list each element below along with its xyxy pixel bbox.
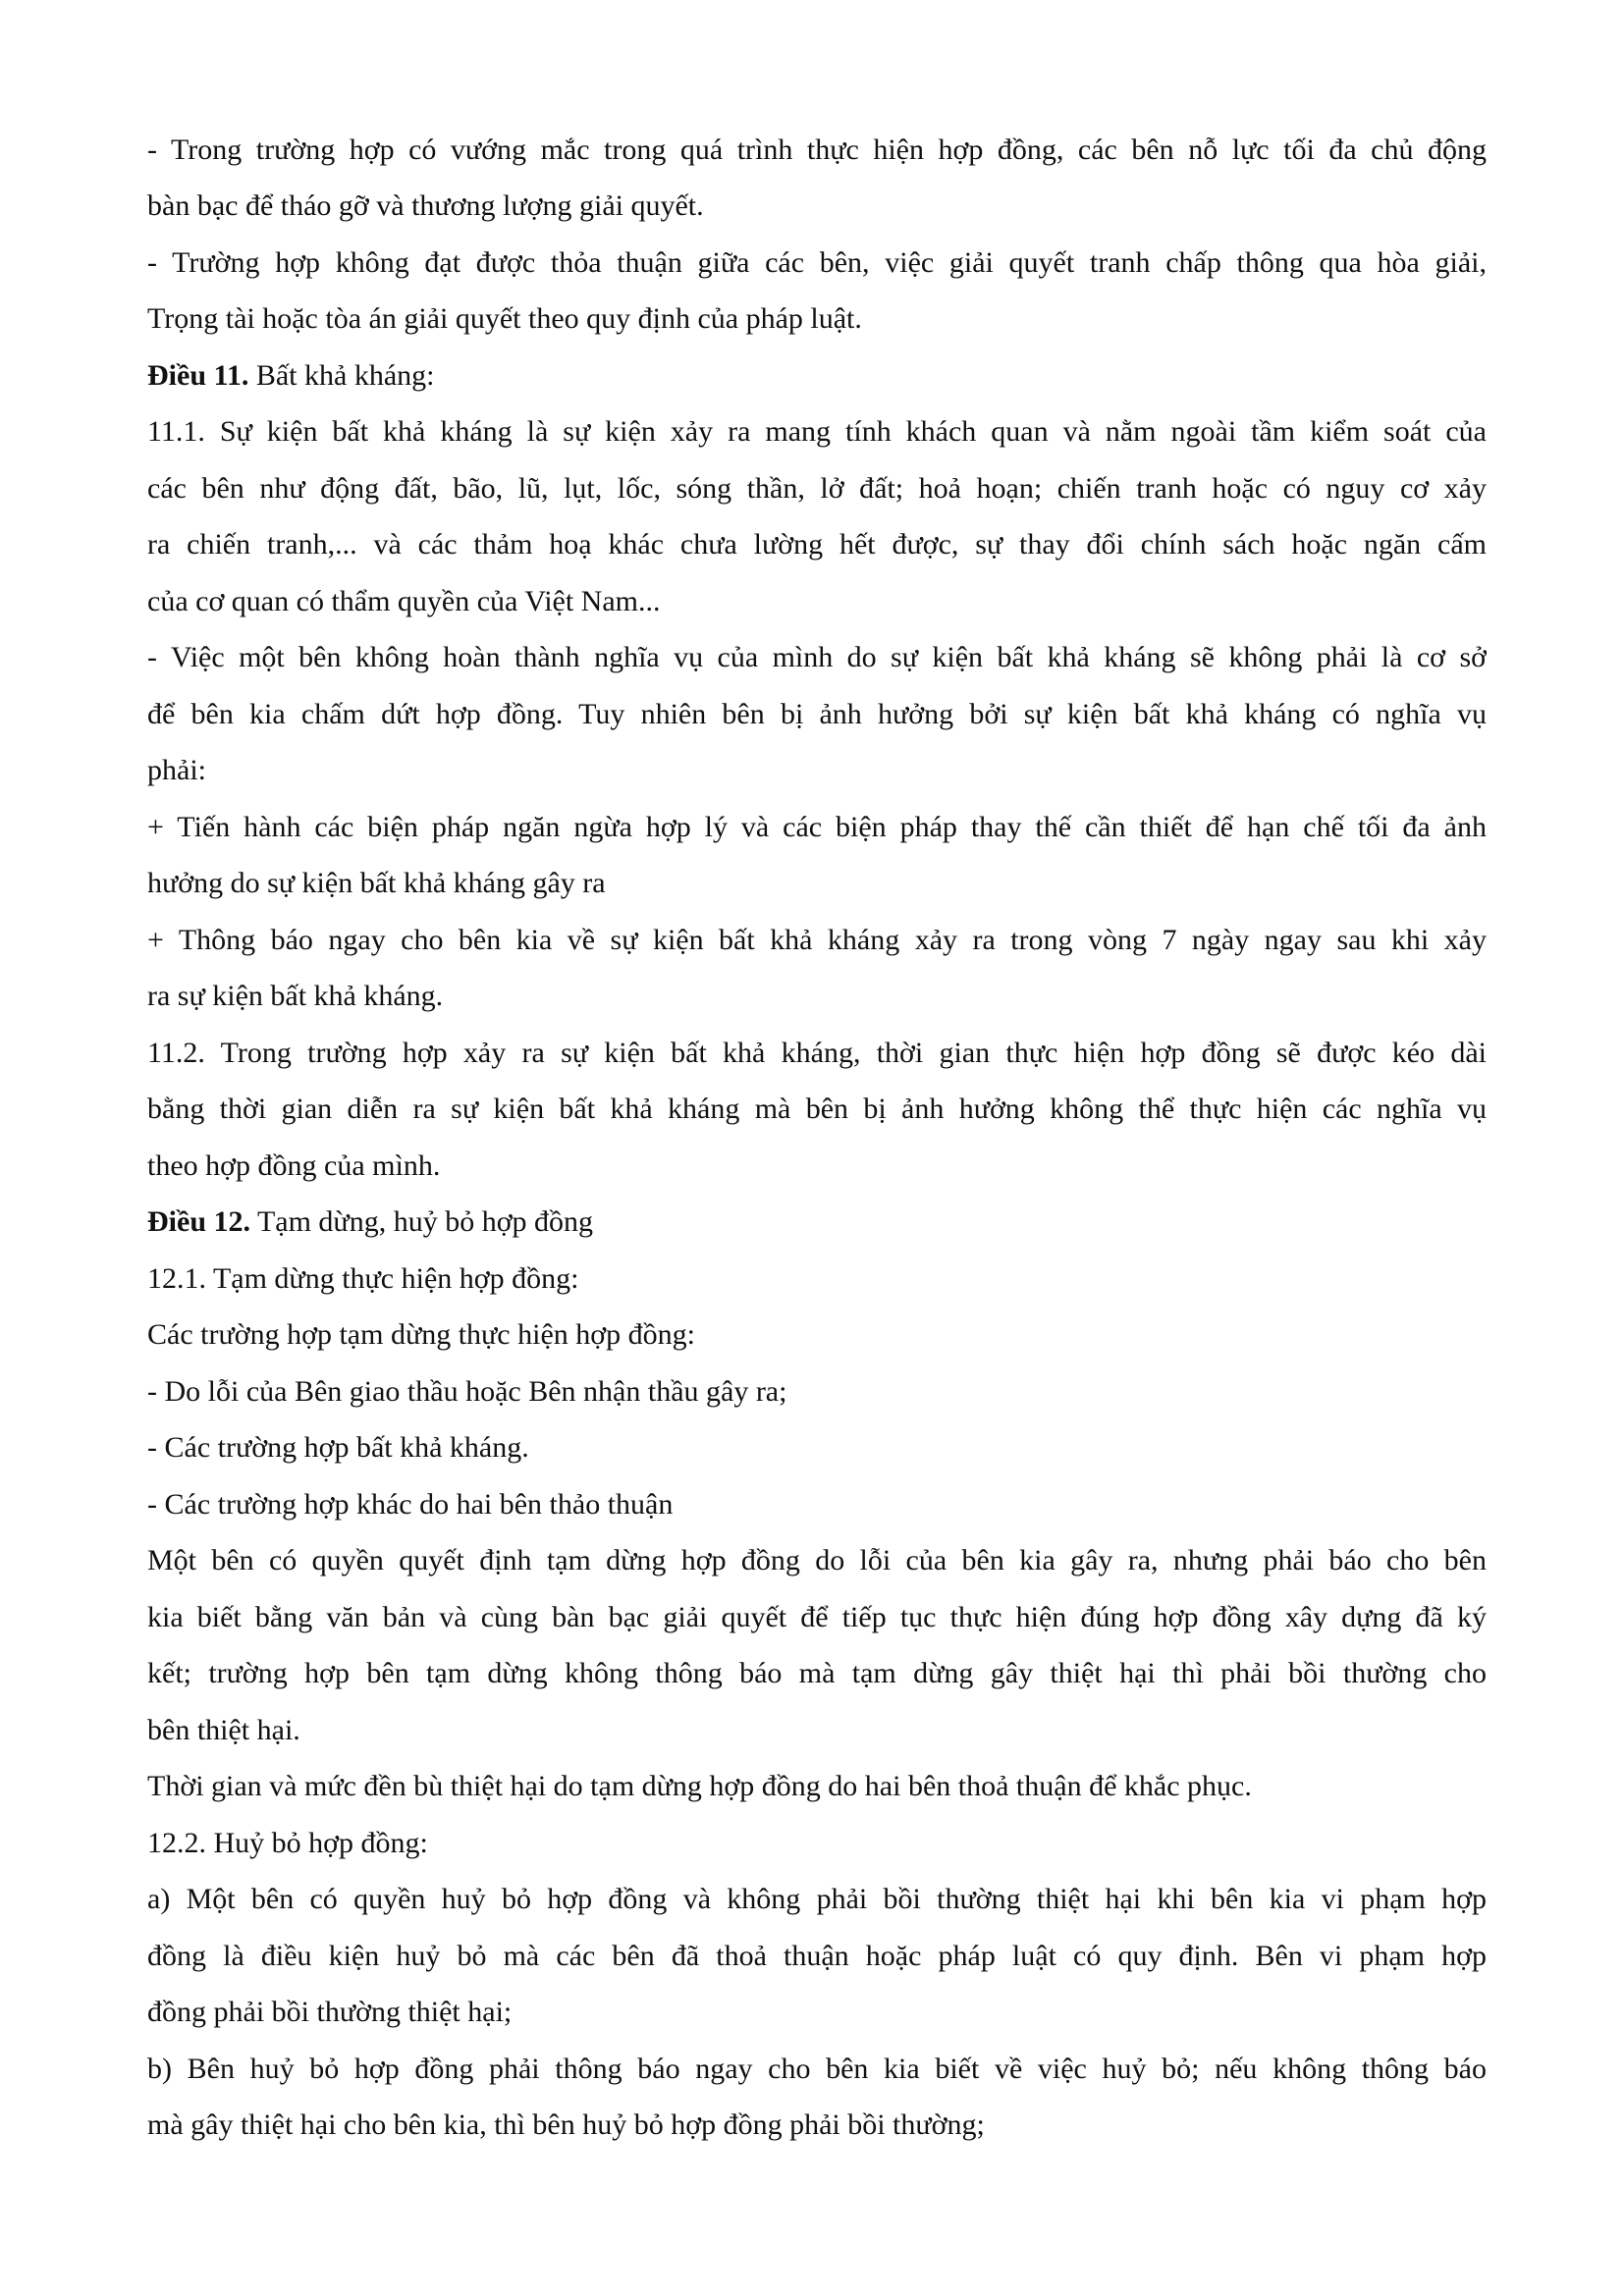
line-text: của cơ quan có thẩm quyền của Việt Nam... [147, 585, 661, 617]
line-text: Trọng tài hoặc tòa án giải quyết theo quy định của pháp luật. [147, 302, 862, 335]
section-heading [147, 356, 1487, 396]
line-text: 12.1. Tạm dừng thực hiện hợp đồng: [147, 1262, 579, 1295]
text-line [147, 695, 1487, 734]
text-line [147, 412, 1487, 452]
line-text: Thời gian và mức đền bù thiệt hại do tạm dừng hợp đồng do hai bên thoả thuận để khắc phục. [147, 1770, 1252, 1802]
line-text: 11.2. Trong trường hợp xảy ra sự kiện bất khả kháng, thời gian thực hiện hợp đồng sẽ được kéo dài [147, 1037, 1487, 1069]
text-line [147, 1654, 1487, 1693]
line-text: + Thông báo ngay cho bên kia về sự kiện bất khả kháng xảy ra trong vòng 7 ngày ngay sau khi xảy [147, 924, 1487, 956]
text-line [147, 1767, 1487, 1806]
line-text: 11.1. Sự kiện bất khả kháng là sự kiện xảy ra mang tính khách quan và nằm ngoài tầm kiểm soát của [147, 415, 1487, 448]
line-text: Một bên có quyền quyết định tạm dừng hợp đồng do lỗi của bên kia gây ra, nhưng phải báo cho bên [147, 1544, 1487, 1576]
line-text: kết; trường hợp bên tạm dừng không thông báo mà tạm dừng gây thiệt hại thì phải bồi thường cho [147, 1657, 1487, 1689]
line-text: - Trường hợp không đạt được thỏa thuận giữa các bên, việc giải quyết tranh chấp thông qua hòa giải, [147, 246, 1487, 279]
text-line [147, 469, 1487, 508]
line-text: - Các trường hợp bất khả kháng. [147, 1431, 529, 1464]
section-title: Tạm dừng, huỷ bỏ hợp đồng [250, 1205, 594, 1238]
line-text: ra chiến tranh,... và các thảm hoạ khác chưa lường hết được, sự thay đổi chính sách hoặc ngăn cấm [147, 528, 1487, 561]
line-text: để bên kia chấm dứt hợp đồng. Tuy nhiên bên bị ảnh hưởng bởi sự kiện bất khả kháng có nghĩa vụ [147, 698, 1487, 730]
line-text: - Việc một bên không hoàn thành nghĩa vụ của mình do sự kiện bất khả kháng sẽ không phải là cơ sở [147, 641, 1487, 673]
line-text: - Trong trường hợp có vướng mắc trong quá trình thực hiện hợp đồng, các bên nỗ lực tối đa chủ động [147, 133, 1487, 166]
line-text: các bên như động đất, bão, lũ, lụt, lốc, sóng thần, lở đất; hoả hoạn; chiến tranh hoặc có nguy cơ xảy [147, 472, 1487, 505]
line-text: Các trường hợp tạm dừng thực hiện hợp đồng: [147, 1318, 695, 1351]
text-line [147, 1259, 1487, 1299]
line-text: - Do lỗi của Bên giao thầu hoặc Bên nhận thầu gây ra; [147, 1375, 787, 1408]
text-line [147, 751, 1487, 790]
section-number: Điều 11. [147, 359, 249, 392]
text-line [147, 864, 1487, 903]
line-text: ra sự kiện bất khả kháng. [147, 980, 444, 1012]
section-title: Bất khả kháng: [248, 359, 435, 392]
line-text: b) Bên huỷ bỏ hợp đồng phải thông báo ngay cho bên kia biết về việc huỷ bỏ; nếu không thông báo [147, 2053, 1487, 2085]
line-text: bằng thời gian diễn ra sự kiện bất khả kháng mà bên bị ảnh hưởng không thể thực hiện các nghĩa vụ [147, 1093, 1487, 1125]
section-heading [147, 1202, 1487, 1242]
text-line [147, 1315, 1487, 1355]
line-text: + Tiến hành các biện pháp ngăn ngừa hợp lý và các biện pháp thay thế cần thiết để hạn chế tối đa ảnh [147, 811, 1487, 843]
text-line [147, 2106, 1487, 2145]
text-line [147, 1147, 1487, 1186]
text-line [147, 1090, 1487, 1129]
text-line [147, 977, 1487, 1016]
line-text: đồng là điều kiện huỷ bỏ mà các bên đã thoả thuận hoặc pháp luật có quy định. Bên vi phạm hợp [147, 1940, 1487, 1972]
text-line [147, 1993, 1487, 2032]
text-line [147, 1598, 1487, 1637]
text-line [147, 1880, 1487, 1919]
text-line [147, 525, 1487, 564]
line-text: a) Một bên có quyền huỷ bỏ hợp đồng và không phải bồi thường thiệt hại khi bên kia vi phạm hợp [147, 1883, 1487, 1915]
text-line [147, 2050, 1487, 2089]
line-text: theo hợp đồng của mình. [147, 1149, 441, 1182]
line-text: đồng phải bồi thường thiệt hại; [147, 1996, 513, 2028]
line-text: 12.2. Huỷ bỏ hợp đồng: [147, 1827, 428, 1859]
line-text: bàn bạc để tháo gỡ và thương lượng giải quyết. [147, 189, 704, 222]
text-line [147, 1372, 1487, 1412]
line-text: bên thiệt hại. [147, 1714, 300, 1746]
text-line [147, 1541, 1487, 1580]
line-text: kia biết bằng văn bản và cùng bàn bạc giải quyết để tiếp tục thực hiện đúng hợp đồng xây dựng đã ký [147, 1601, 1487, 1633]
text-line [147, 582, 1487, 621]
text-line [147, 1428, 1487, 1468]
text-line [147, 921, 1487, 960]
text-line [147, 638, 1487, 677]
text-line [147, 187, 1487, 226]
line-text: phải: [147, 754, 206, 786]
text-line [147, 1711, 1487, 1750]
text-line [147, 1485, 1487, 1524]
text-line [147, 299, 1487, 339]
line-text: - Các trường hợp khác do hai bên thảo thuận [147, 1488, 674, 1521]
text-line [147, 243, 1487, 283]
text-line [147, 131, 1487, 170]
text-line [147, 808, 1487, 847]
line-text: mà gây thiệt hại cho bên kia, thì bên huỷ bỏ hợp đồng phải bồi thường; [147, 2109, 985, 2141]
section-number: Điều 12. [147, 1205, 250, 1238]
line-text: hưởng do sự kiện bất khả kháng gây ra [147, 867, 606, 899]
text-line [147, 1824, 1487, 1863]
text-line [147, 1937, 1487, 1976]
text-line [147, 1034, 1487, 1073]
